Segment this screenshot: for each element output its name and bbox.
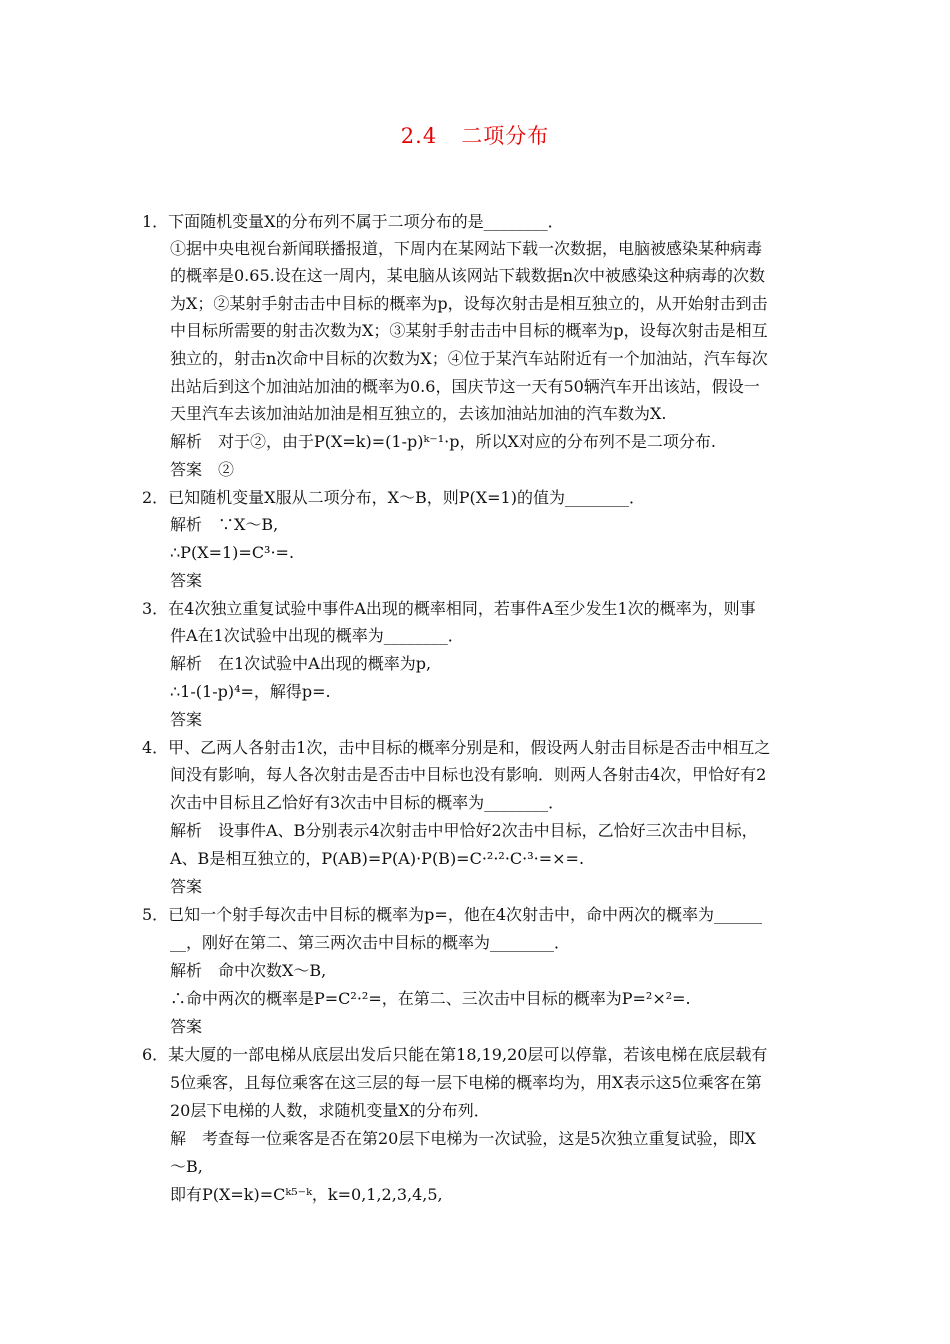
- solution-line: ～B,: [170, 1157, 203, 1176]
- question-3-body: 件A在1次试验中出现的概率为________．: [170, 626, 464, 645]
- solution-line: 解 考查每一位乘客是否在第20层下电梯为一次试验，这是5次独立重复试验，即X: [170, 1129, 756, 1148]
- question-1-body: 中目标所需要的射击次数为X；③某射手射击击中目标的概率为p，设每次射击是相互: [170, 321, 768, 340]
- analysis-line: 解析 设事件A、B分别表示4次射击中甲恰好2次击中目标，乙恰好三次击中目标，: [170, 821, 758, 840]
- question-1-body: ①据中央电视台新闻联播报道，下周内在某网站下载一次数据，电脑被感染某种病毒: [170, 239, 763, 258]
- question-4-body: 次击中目标且乙恰好有3次击中目标的概率为________．: [170, 793, 565, 812]
- question-1-body: 独立的，射击n次命中目标的次数为X；④位于某汽车站附近有一个加油站，汽车每次: [170, 349, 768, 368]
- answer-line: 答案: [170, 1017, 203, 1036]
- question-6-body: 5位乘客，且每位乘客在这三层的每一层下电梯的概率均为，用X表示这5位乘客在第: [170, 1073, 762, 1092]
- question-1-line: 1．下面随机变量X的分布列不属于二项分布的是________．: [142, 212, 564, 231]
- analysis-line: ∴1-(1-p)⁴=，解得p=.: [170, 682, 331, 701]
- question-1-body: 为X；②某射手射击击中目标的概率为p，设每次射击是相互独立的，从开始射击到击: [170, 294, 768, 313]
- question-6-body: 20层下电梯的人数，求随机变量X的分布列．: [170, 1101, 490, 1120]
- analysis-line: 解析 对于②，由于P(X=k)=(1-p)ᵏ⁻¹·p，所以X对应的分布列不是二项分布.: [170, 432, 716, 451]
- solution-line: 即有P(X=k)=Cᵏ⁵⁻ᵏ，k=0,1,2,3,4,5,: [170, 1185, 443, 1204]
- page-title: [0, 120, 950, 150]
- question-1-body: 出站后到这个加油站加油的概率为0.6，国庆节这一天有50辆汽车开出该站，假设一: [170, 377, 760, 396]
- question-3-line: 3．在4次独立重复试验中事件A出现的概率相同，若事件A至少发生1次的概率为，则事: [142, 599, 756, 618]
- answer-line: 答案: [170, 571, 203, 590]
- question-1-body: 的概率是0.65.设在这一周内，某电脑从该网站下载数据n次中被感染这种病毒的次数: [170, 266, 766, 285]
- analysis-line: 解析 在1次试验中A出现的概率为p,: [170, 654, 432, 673]
- answer-line: 答案: [170, 877, 203, 896]
- section-title: 二项分布: [461, 124, 550, 148]
- section-number: 2.4: [400, 124, 438, 148]
- question-5-line: 5．已知一个射手每次击中目标的概率为p=，他在4次射击中，命中两次的概率为______: [142, 905, 763, 924]
- question-5-body: __，刚好在第二、第三两次击中目标的概率为________．: [170, 933, 571, 952]
- question-4-line: 4．甲、乙两人各射击1次，击中目标的概率分别是和，假设两人射击目标是否击中相互之: [142, 738, 771, 757]
- analysis-line: 解析 命中次数X～B,: [170, 961, 327, 980]
- analysis-line: 解析 ∵X～B,: [170, 515, 279, 534]
- answer-line: 答案 ②: [170, 460, 235, 479]
- analysis-line: ∴P(X=1)=C³·=.: [170, 543, 295, 562]
- analysis-line: ∴命中两次的概率是P=C²·²=，在第二、三次击中目标的概率为P=²×²=.: [170, 989, 691, 1008]
- question-6-line: 6．某大厦的一部电梯从底层出发后只能在第18,19,20层可以停靠，若该电梯在底层载有: [142, 1045, 768, 1064]
- question-1-body: 天里汽车去该加油站加油是相互独立的，去该加油站加油的汽车数为X.: [170, 404, 667, 423]
- question-4-body: 间没有影响，每人各次射击是否击中目标也没有影响．则两人各射击4次，甲恰好有2: [170, 765, 767, 784]
- answer-line: 答案: [170, 710, 203, 729]
- question-2-line: 2．已知随机变量X服从二项分布，X～B，则P(X=1)的值为________．: [142, 488, 645, 507]
- analysis-line: A、B是相互独立的，P(AB)=P(A)·P(B)=C·²·²·C·³·=×=.: [170, 849, 585, 868]
